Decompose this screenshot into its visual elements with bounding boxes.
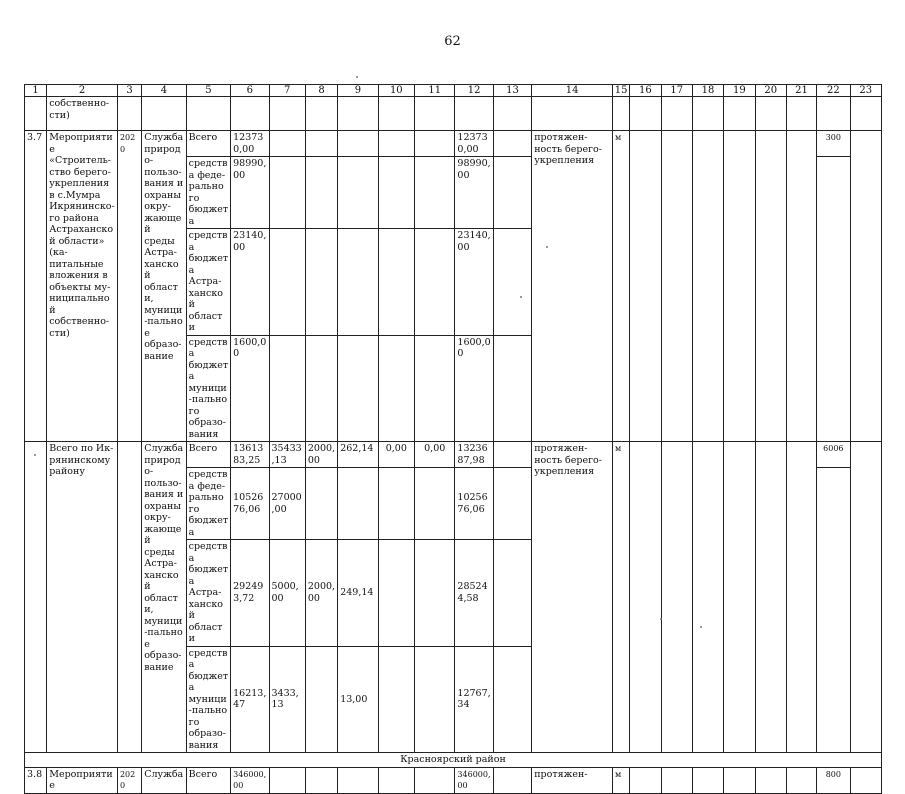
cell-source: средства бюджета муници-пального образо-вания <box>186 335 230 442</box>
col-header: 19 <box>724 85 755 97</box>
cell-amount: 27000,00 <box>269 468 305 540</box>
col-header: 8 <box>305 85 337 97</box>
cell-source: Всего <box>186 131 230 157</box>
cell-executor: Служба <box>142 767 186 793</box>
cell-amount: 5000,00 <box>269 540 305 647</box>
cell-unit: м <box>613 442 630 753</box>
cell-amount: 0,00 <box>378 442 414 468</box>
cell-amount: 1600,00 <box>231 335 269 442</box>
cell-amount: 98990,00 <box>231 157 269 229</box>
cell-amount: 98990,00 <box>455 157 493 229</box>
cell-number: 3.7 <box>25 131 47 442</box>
cell-amount: 1323687,98 <box>455 442 493 468</box>
cell-name: собственно-сти) <box>47 97 118 131</box>
cell-year: 2020 <box>117 767 141 793</box>
cell-year: 2020 <box>117 131 141 442</box>
cell-amount: 346000,00 <box>231 767 269 793</box>
cell-value: 300 <box>817 131 850 157</box>
col-header: 15 <box>613 85 630 97</box>
cell-amount: 1600,00 <box>455 335 493 442</box>
cell-amount: 285244,58 <box>455 540 493 647</box>
cell-source: средства бюджета муници-пального образо-вания <box>186 646 230 753</box>
col-header: 13 <box>493 85 531 97</box>
cell-value: 6006 <box>817 442 850 468</box>
cell-amount: 346000,00 <box>455 767 493 793</box>
cell-amount: 1025676,06 <box>455 468 493 540</box>
col-header: 6 <box>231 85 269 97</box>
col-header: 5 <box>186 85 230 97</box>
table-row <box>25 97 882 131</box>
cell-amount: 123730,00 <box>231 131 269 157</box>
cell-amount: 3433,13 <box>269 646 305 753</box>
cell-indicator: протяжен- <box>532 767 613 793</box>
col-header: 18 <box>692 85 723 97</box>
cell-amount: 2000,00 <box>305 540 337 647</box>
col-header: 16 <box>630 85 661 97</box>
table-row <box>25 442 882 468</box>
col-header: 3 <box>117 85 141 97</box>
district-header: Красноярский район <box>25 753 882 768</box>
scan-speck <box>700 626 702 628</box>
cell-amount: 1361383,25 <box>231 442 269 468</box>
col-header: 12 <box>455 85 493 97</box>
col-header: 4 <box>142 85 186 97</box>
col-header: 2 <box>47 85 118 97</box>
cell-amount: 2000,00 <box>305 442 337 468</box>
cell-source: средства бюджета Астра-ханской области <box>186 229 230 336</box>
cell-name: Мероприятие <box>47 767 118 793</box>
cell-name: Мероприятие «Строитель-ство берего-укрепления в с.Мумра Икрянинско-го района Астраханской области» (ка-питальные вложения в объекты му-ниципальной собственно-сти) <box>47 131 118 442</box>
col-header: 1 <box>25 85 47 97</box>
cell-amount: 0,00 <box>415 442 455 468</box>
cell-amount: 23140,00 <box>231 229 269 336</box>
cell-indicator: протяжен-ность берего-укрепления <box>532 442 613 753</box>
col-header: 11 <box>415 85 455 97</box>
scan-speck <box>660 618 662 620</box>
cell-amount: 249,14 <box>338 540 378 647</box>
col-header: 7 <box>269 85 305 97</box>
cell-indicator: протяжен-ность берего-укрепления <box>532 131 613 442</box>
page-number: 62 <box>444 34 461 49</box>
col-header: 10 <box>378 85 414 97</box>
cell-amount: 1052676,06 <box>231 468 269 540</box>
cell-amount: 13,00 <box>338 646 378 753</box>
scan-speck <box>546 246 548 248</box>
table-row <box>25 767 882 793</box>
col-header: 20 <box>755 85 786 97</box>
budget-table <box>24 84 882 794</box>
col-header: 21 <box>786 85 816 97</box>
cell-source: средства феде-рального бюджета <box>186 468 230 540</box>
cell-amount: 262,14 <box>338 442 378 468</box>
cell-source: средства бюджета Астра-ханской области <box>186 540 230 647</box>
cell-amount: 23140,00 <box>455 229 493 336</box>
col-header: 23 <box>850 85 881 97</box>
cell-name: Всего по Ик-рянинскому району <box>47 442 118 753</box>
cell-source: Всего <box>186 767 230 793</box>
scan-speck <box>356 76 358 78</box>
col-header: 9 <box>338 85 378 97</box>
cell-amount: 16213,47 <box>231 646 269 753</box>
col-header: 17 <box>661 85 692 97</box>
table-row <box>25 131 882 157</box>
cell-amount: 123730,00 <box>455 131 493 157</box>
cell-amount: 292493,72 <box>231 540 269 647</box>
district-row <box>25 753 882 768</box>
cell-number: 3.8 <box>25 767 47 793</box>
cell-amount: 12767,34 <box>455 646 493 753</box>
scan-speck <box>520 296 522 298</box>
cell-unit: м <box>613 767 630 793</box>
cell-source: средства феде-рального бюджета <box>186 157 230 229</box>
col-header: 22 <box>817 85 850 97</box>
cell-executor: Служба природо-пользо-вания и охраны окру-жающей среды Астра-ханской области, муници-пальное образо-вание <box>142 131 186 442</box>
column-header-row <box>25 85 882 97</box>
col-header: 14 <box>532 85 613 97</box>
scan-speck <box>34 454 36 456</box>
cell-executor: Служба природо-пользо-вания и охраны окру-жающей среды Астра-ханской области, муници-пальное образо-вание <box>142 442 186 753</box>
cell-source: Всего <box>186 442 230 468</box>
cell-value: 800 <box>817 767 850 793</box>
cell-unit: м <box>613 131 630 442</box>
cell-amount: 35433,13 <box>269 442 305 468</box>
